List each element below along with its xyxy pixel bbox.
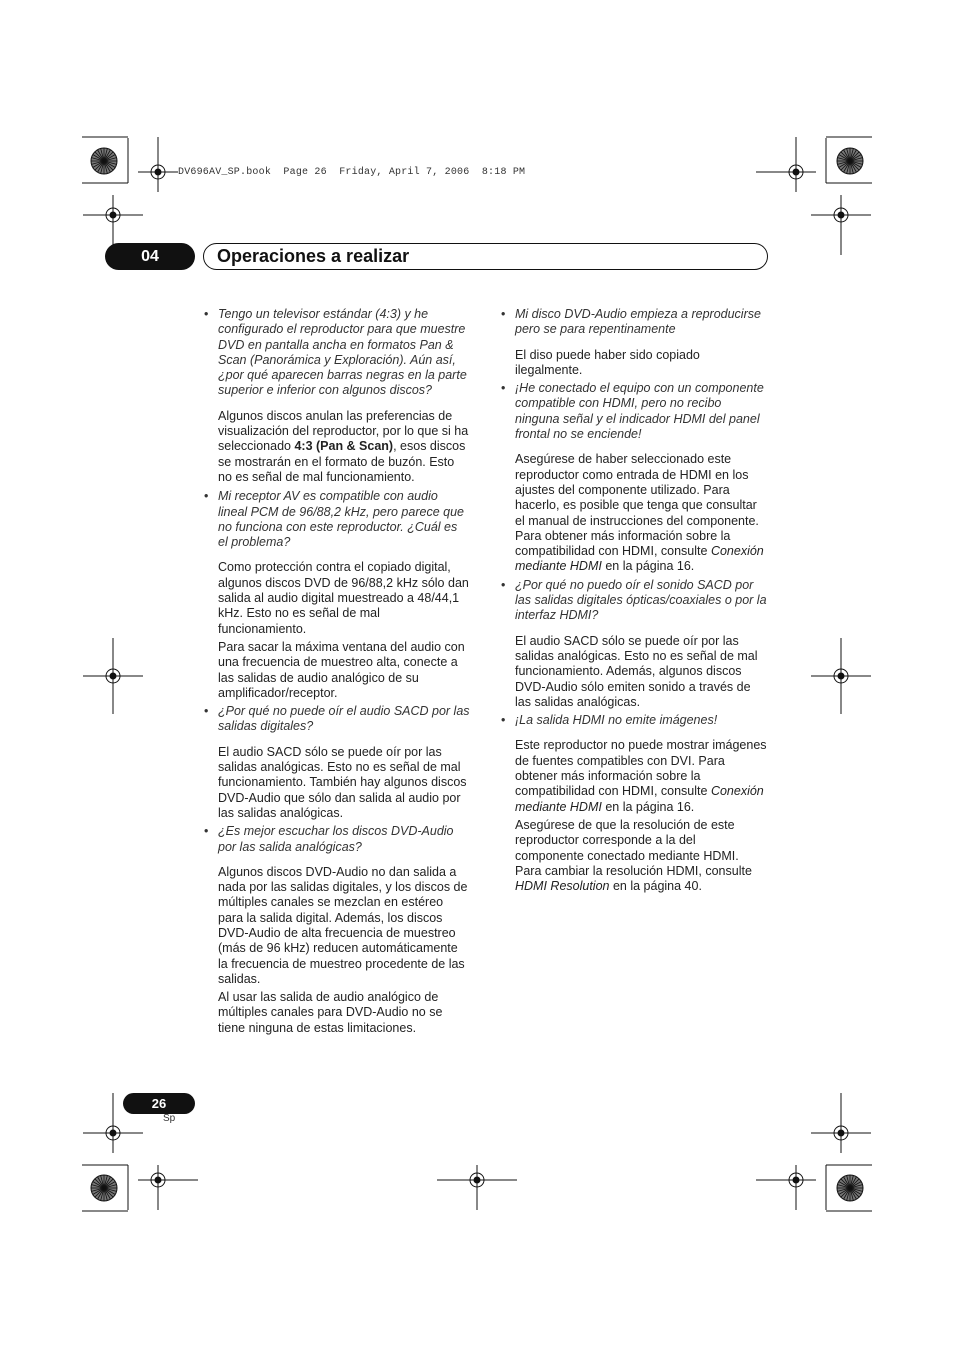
right-column xyxy=(501,307,767,897)
chapter-number-badge: 04 xyxy=(105,243,195,270)
faq-answer: Algunos discos anulan las preferencias de visualización del reproductor, por lo que si ha seleccionado 4:3 (Pan & Scan), esos discos se mostrarán en el formato de buzón. Esto no es señal de mal funcionamiento. xyxy=(218,408,469,484)
faq-question: • ¿Por qué no puede oír el audio SACD por las salidas digitales? xyxy=(204,704,470,734)
emphasis-setting: 4:3 (Pan & Scan) xyxy=(294,439,394,454)
faq-answer: Como protección contra el copiado digital, algunos discos DVD de 96/88,2 kHz sólo dan salida al audio digital muestreado a 48/44,1 kHz. Esto no es señal de mal funcionamiento. xyxy=(218,560,469,636)
faq-question: • ¿Por qué no puedo oír el sonido SACD por las salidas digitales ópticas/coaxiales o por la interfaz HDMI? xyxy=(501,577,767,623)
faq-answer: Asegúrese de que la resolución de este reproductor corresponde a la del componente conectado mediante HDMI. Para cambiar la resolución HDMI, consulte HDMI Resolution en la página 40. xyxy=(515,817,752,894)
page-number-badge: 26 xyxy=(123,1093,195,1114)
faq-answer: Asegúrese de haber seleccionado este reproductor como entrada de HDMI en los ajustes del componente utilizado. Para hacerlo, es posible que tenga que consultar el manual de instrucciones del componente. Para obtener más información sobre la compatibilidad con HDMI, consulte Conexión mediante HDMI en la página 16. xyxy=(515,452,764,574)
starburst-mark xyxy=(91,148,117,174)
bullet: • xyxy=(204,489,209,504)
starburst-mark xyxy=(91,1175,117,1201)
starburst-mark xyxy=(837,148,863,174)
faq-answer: El diso puede haber sido copiado ilegalmente. xyxy=(515,347,700,377)
starburst-mark xyxy=(837,1175,863,1201)
bullet: • xyxy=(501,713,506,728)
page-language: Sp xyxy=(163,1113,176,1124)
faq-question: • Mi receptor AV es compatible con audio lineal PCM de 96/88,2 kHz, pero parece que no funciona con este reproductor. ¿Cuál es el problema? xyxy=(204,489,464,550)
faq-question: • ¡La salida HDMI no emite imágenes! xyxy=(501,713,718,728)
bullet: • xyxy=(501,307,506,321)
cross-reference: HDMI Resolution xyxy=(515,879,610,894)
left-column xyxy=(204,307,470,1039)
bullet: • xyxy=(501,381,506,396)
faq-answer: Algunos discos DVD-Audio no dan salida a nada por las salidas digitales, y los discos de múltiples canales se mezclan en estéreo para la salida digital. Además, los discos DVD-Audio de alta frecuencia de muestreo (más de 96 kHz) reducen automáticamente la frecuencia de muestreo procedente de las salidas. xyxy=(218,864,468,986)
bullet: • xyxy=(204,307,209,321)
cross-reference: Conexión mediante HDMI xyxy=(515,544,764,574)
bullet: • xyxy=(204,704,209,719)
faq-answer: Al usar las salida de audio analógico de múltiples canales para DVD-Audio no se tiene ninguna de estas limitaciones. xyxy=(218,990,443,1035)
bullet: • xyxy=(501,577,506,592)
faq-question: • Mi disco DVD-Audio empieza a reproducirse pero se para repentinamente xyxy=(501,307,761,337)
faq-answer: El audio SACD sólo se puede oír por las salidas analógicas. Esto no es señal de mal funcionamiento. Además, algunos discos DVD-Audio sólo emiten sonido a través de las salidas analógicas. xyxy=(515,633,758,709)
cross-reference: Conexión mediante HDMI xyxy=(515,784,764,814)
faq-question: • Tengo un televisor estándar (4:3) y he configurado el reproductor para que muestre DVD en pantalla ancha en formatos Pan & Scan (Panorámica y Exploración). Aún así, ¿por qué aparecen barras negras en la parte superior e inferior con algunos discos? xyxy=(204,307,467,398)
faq-answer: El audio SACD sólo se puede oír por las salidas analógicas. Esto no es señal de mal funcionamiento. También hay algunos discos DVD-Audio que sólo dan salida al audio por las salidas analógicas. xyxy=(218,744,467,820)
faq-question: • ¿Es mejor escuchar los discos DVD-Audio por las salida analógicas? xyxy=(204,824,454,854)
faq-question: • ¡He conectado el equipo con un componente compatible con HDMI, pero no recibo ninguna señal y el indicador HDMI del panel frontal no se enciende! xyxy=(501,381,764,442)
book-file-line: DV696AV_SP.book Page 26 Friday, April 7, 2006 8:18 PM xyxy=(178,167,526,178)
faq-answer: Para sacar la máxima ventana del audio con una frecuencia de muestreo alta, conecte a las salidas de audio analógico de su amplificador/receptor. xyxy=(218,639,465,700)
bullet: • xyxy=(204,824,209,839)
chapter-title: Operaciones a realizar xyxy=(217,246,410,266)
faq-answer: Este reproductor no puede mostrar imágenes de fuentes compatibles con DVI. Para obtener más información sobre la compatibilidad con HDMI, consulte Conexión mediante HDMI en la página 16. xyxy=(515,738,767,814)
